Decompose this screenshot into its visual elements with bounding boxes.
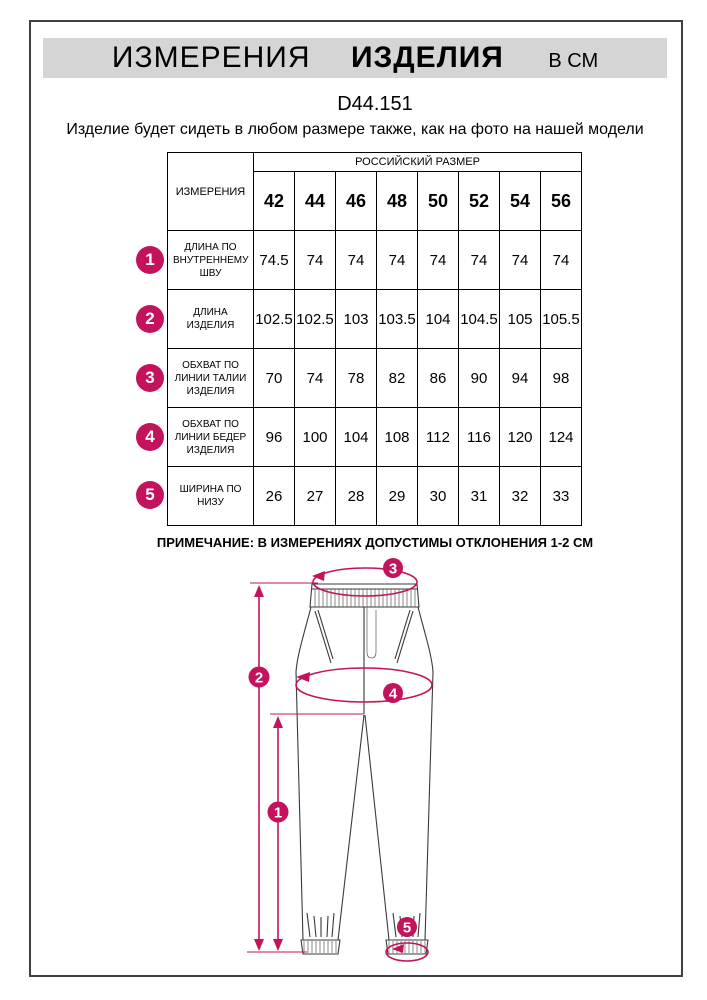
value-cell: 30	[418, 467, 459, 526]
table-row-waist-girth	[168, 349, 582, 408]
value-cell: 28	[336, 467, 377, 526]
value-cell: 102.5	[295, 290, 336, 349]
row-number-badge-4: 4	[136, 423, 164, 451]
svg-text:5: 5	[402, 919, 412, 937]
marker-circle-1	[268, 802, 289, 823]
size-col-header: 48	[377, 172, 418, 231]
size-col-header: 50	[418, 172, 459, 231]
value-cell: 103.5	[377, 290, 418, 349]
value-cell: 31	[459, 467, 500, 526]
value-cell: 124	[541, 408, 582, 467]
value-cell: 120	[500, 408, 541, 467]
left-cuff-ribbing	[304, 941, 336, 953]
right-cuff	[386, 940, 428, 954]
value-cell: 105.5	[541, 290, 582, 349]
value-cell: 29	[377, 467, 418, 526]
row-label-cell: ДЛИНА ИЗДЕЛИЯ	[168, 290, 254, 349]
marker-circle-2	[249, 667, 270, 688]
svg-text:4: 4	[388, 685, 398, 703]
value-cell: 78	[336, 349, 377, 408]
value-cell: 98	[541, 349, 582, 408]
value-cell: 112	[418, 408, 459, 467]
value-cell: 104	[336, 408, 377, 467]
left-cuff-gather-marks	[307, 913, 334, 937]
value-cell: 82	[377, 349, 418, 408]
right-outer-leg-seam	[418, 607, 433, 940]
russian-size-header: РОССИЙСКИЙ РАЗМЕР	[254, 153, 582, 172]
size-col-header: 56	[541, 172, 582, 231]
tolerance-note: ПРИМЕЧАНИЕ: В ИЗМЕРЕНИЯХ ДОПУСТИМЫ ОТКЛОНЕНИЯ 1-2 СМ	[156, 535, 594, 550]
left-inner-leg-seam	[338, 715, 364, 940]
value-cell: 96	[254, 408, 295, 467]
inseam-arrow	[273, 716, 283, 951]
right-pocket-lines	[395, 610, 413, 663]
table-row-item-length	[168, 290, 582, 349]
row-label-cell: ОБХВАТ ПО ЛИНИИ ТАЛИИ ИЗДЕЛИЯ	[168, 349, 254, 408]
size-col-header: 46	[336, 172, 377, 231]
size-table	[167, 152, 582, 526]
svg-text:3: 3	[388, 560, 398, 578]
svg-text:2: 2	[254, 669, 264, 687]
marker-circle-4	[383, 683, 403, 703]
left-pocket-lines	[315, 610, 333, 663]
value-cell: 32	[500, 467, 541, 526]
cuff-measure-ellipse	[386, 943, 428, 961]
row-number-badge-3: 3	[136, 364, 164, 392]
value-cell: 104.5	[459, 290, 500, 349]
value-cell: 74	[295, 349, 336, 408]
title-product-word: ИЗДЕЛИЯ	[350, 41, 504, 74]
value-cell: 74	[377, 231, 418, 290]
value-cell: 105	[500, 290, 541, 349]
value-cell: 74.5	[254, 231, 295, 290]
table-row-hip-girth	[168, 408, 582, 467]
size-col-header: 52	[459, 172, 500, 231]
value-cell: 74	[336, 231, 377, 290]
size-col-header: 42	[254, 172, 295, 231]
value-cell: 116	[459, 408, 500, 467]
table-row-bottom-width	[168, 467, 582, 526]
value-cell: 102.5	[254, 290, 295, 349]
value-cell: 70	[254, 349, 295, 408]
row-number-badge-5: 5	[136, 481, 164, 509]
row-label-cell: ШИРИНА ПО НИЗУ	[168, 467, 254, 526]
fit-subtitle: Изделие будет сидеть в любом размере также, как на фото на нашей модели	[66, 121, 644, 138]
svg-text:1: 1	[273, 804, 283, 822]
value-cell: 90	[459, 349, 500, 408]
value-cell: 27	[295, 467, 336, 526]
product-code: D44.151	[337, 93, 413, 115]
value-cell: 74	[541, 231, 582, 290]
marker-circle-5	[397, 917, 417, 937]
value-cell: 26	[254, 467, 295, 526]
marker-circle-3	[383, 558, 403, 578]
row-number-badge-2: 2	[136, 305, 164, 333]
size-col-header: 44	[295, 172, 336, 231]
row-label-cell: ДЛИНА ПО ВНУТРЕННЕМУ ШВУ	[168, 231, 254, 290]
measurements-column-header: ИЗМЕРЕНИЯ	[168, 153, 254, 231]
drawstring	[367, 607, 376, 658]
value-cell: 108	[377, 408, 418, 467]
row-number-badge-1: 1	[136, 246, 164, 274]
full-length-arrow	[254, 585, 264, 951]
title-bar	[43, 38, 667, 78]
pants-technical-drawing	[225, 550, 485, 978]
value-cell: 100	[295, 408, 336, 467]
row-label-cell: ОБХВАТ ПО ЛИНИИ БЕДЕР ИЗДЕЛИЯ	[168, 408, 254, 467]
title-measurements: ИЗМЕРЕНИЯ	[111, 41, 311, 74]
value-cell: 74	[459, 231, 500, 290]
value-cell: 94	[500, 349, 541, 408]
value-cell: 33	[541, 467, 582, 526]
left-outer-leg-seam	[296, 607, 311, 940]
title-unit: В СМ	[548, 50, 599, 72]
value-cell: 86	[418, 349, 459, 408]
value-cell: 74	[418, 231, 459, 290]
value-cell: 74	[500, 231, 541, 290]
value-cell: 104	[418, 290, 459, 349]
size-col-header: 54	[500, 172, 541, 231]
table-row-inseam-length	[168, 231, 582, 290]
value-cell: 74	[295, 231, 336, 290]
value-cell: 103	[336, 290, 377, 349]
right-inner-leg-seam	[365, 715, 389, 940]
